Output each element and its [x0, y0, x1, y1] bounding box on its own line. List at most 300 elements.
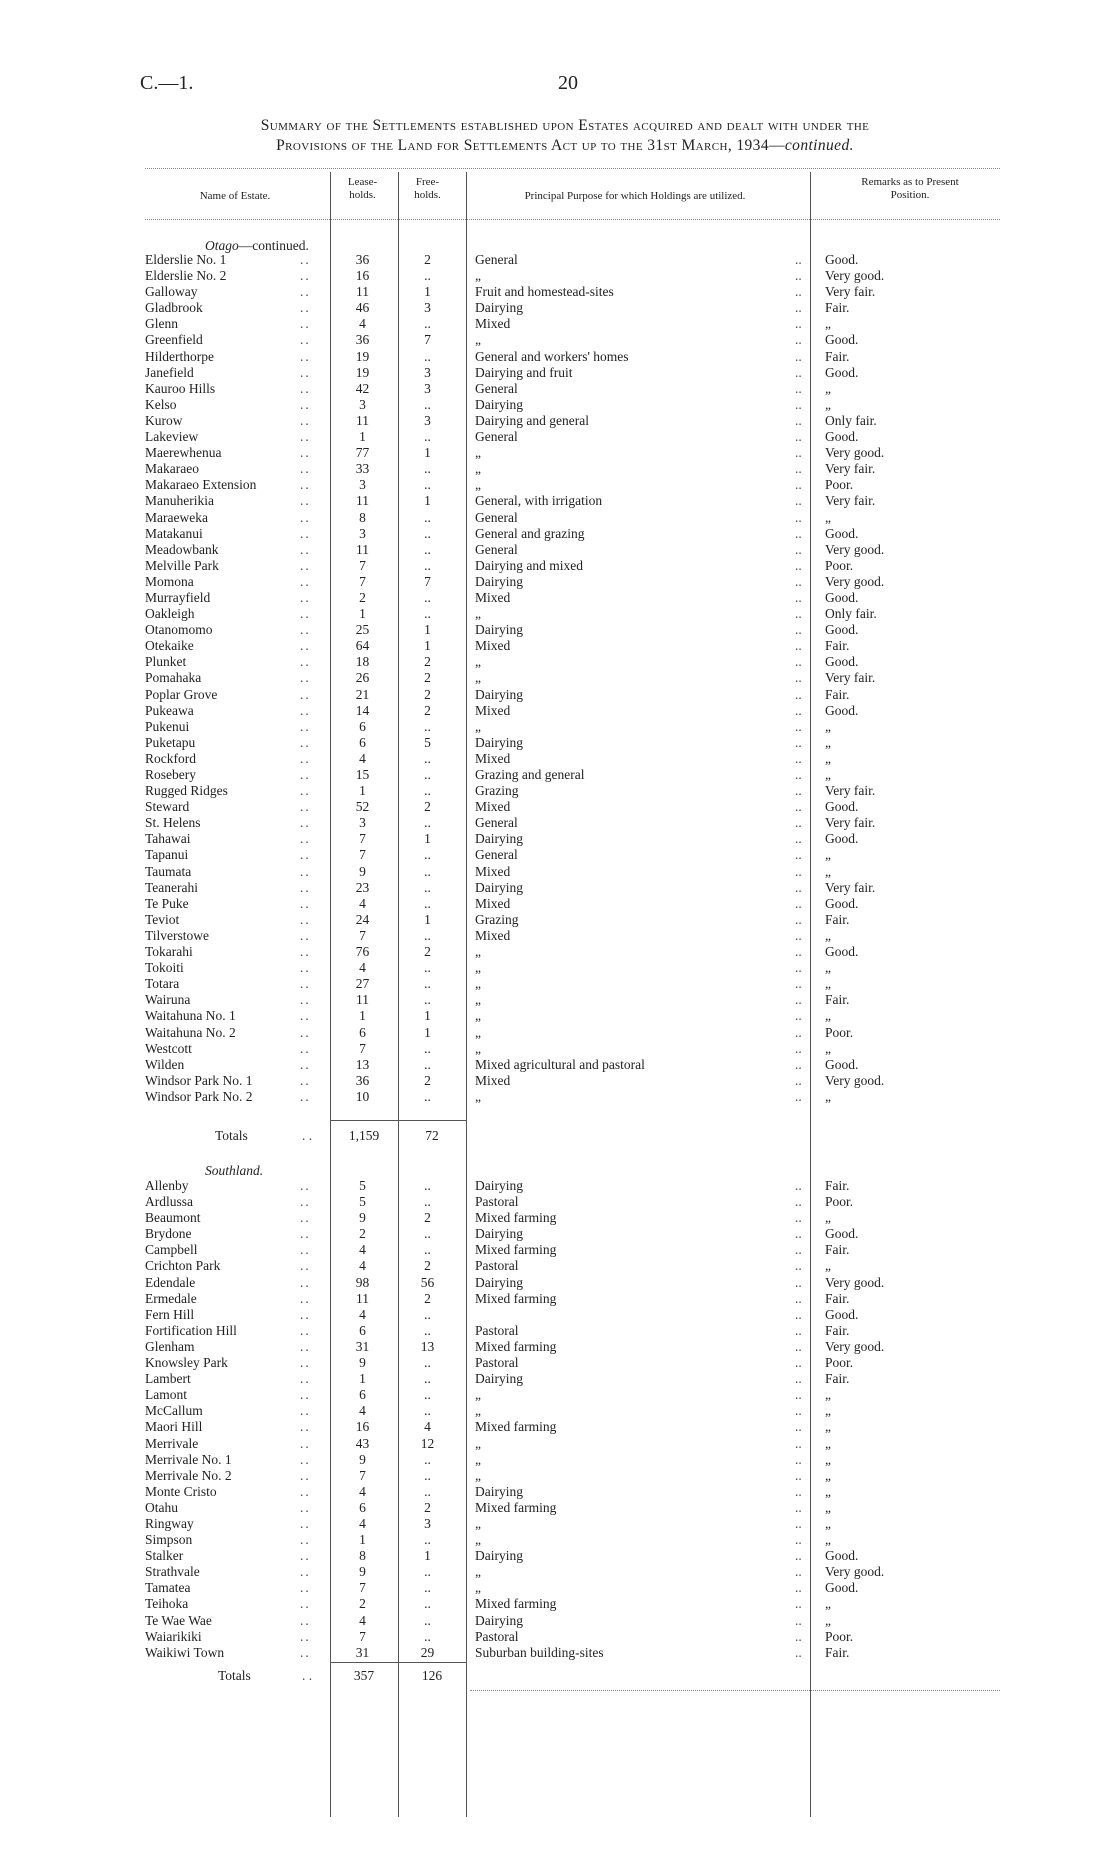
freeholds-value: 1: [424, 284, 431, 300]
southland-rows: [145, 1178, 1015, 1661]
leaseholds-value: 3: [359, 525, 366, 541]
freeholds-value: ..: [424, 509, 431, 525]
table-row: [145, 590, 1015, 606]
table-row: [145, 268, 1015, 284]
freeholds-value: 3: [424, 380, 431, 396]
estate-name: Te Wae Wae: [145, 1612, 212, 1628]
remarks-value: „: [825, 1088, 831, 1104]
table-row: [145, 574, 1015, 590]
freeholds-value: ..: [424, 815, 431, 831]
table-row: [145, 992, 1015, 1008]
purpose-value: General: [475, 380, 518, 396]
estate-name: Tilverstowe: [145, 927, 210, 943]
leader-dots: ..: [300, 1226, 311, 1242]
estate-name: Fern Hill: [145, 1306, 195, 1322]
leaseholds-value: 1: [359, 606, 366, 622]
leader-dots: ..: [795, 1403, 802, 1419]
freeholds-value: 1: [424, 622, 431, 638]
leader-dots: ..: [795, 412, 802, 428]
purpose-value: „: [475, 1008, 481, 1024]
freeholds-value: 2: [424, 1290, 431, 1306]
leader-dots: ..: [300, 750, 311, 766]
purpose-value: General: [475, 541, 518, 557]
estate-name: Brydone: [145, 1226, 192, 1242]
estate-name: Rosebery: [145, 767, 196, 782]
leader-dots: ..: [795, 1451, 802, 1467]
estate-name: Crichton Park: [145, 1258, 221, 1274]
leader-dots: ..: [795, 702, 802, 718]
purpose-value: „: [475, 718, 481, 734]
estate-name: Melville Park: [145, 557, 219, 573]
estate-name: Plunket: [145, 654, 187, 670]
leaseholds-value: 11: [356, 284, 369, 300]
table-row: [145, 1073, 1015, 1089]
table-row: [145, 1323, 1015, 1339]
leaseholds-value: 46: [355, 300, 370, 316]
remarks-value: „: [825, 1532, 831, 1548]
freeholds-value: ..: [424, 1387, 431, 1403]
estate-name: Tokarahi: [145, 944, 193, 960]
leader-dots: ..: [795, 976, 802, 992]
table-row: [145, 1532, 1015, 1548]
leader-dots: ..: [300, 284, 311, 300]
purpose-value: „: [475, 445, 481, 461]
leader-dots: ..: [300, 718, 311, 734]
leaseholds-value: 7: [359, 557, 366, 573]
leader-dots: ..: [300, 1242, 311, 1258]
table-row: [145, 1307, 1015, 1323]
freeholds-value: ..: [424, 718, 431, 734]
leader-dots: ..: [795, 1072, 802, 1088]
leaseholds-value: 21: [355, 686, 370, 702]
table-row: [145, 445, 1015, 461]
purpose-value: Dairying and mixed: [475, 557, 583, 573]
remarks-value: Good.: [825, 332, 859, 348]
estate-name: Merrivale No. 1: [145, 1451, 232, 1467]
leader-dots: ..: [795, 960, 802, 976]
leaseholds-value: 6: [359, 1024, 366, 1040]
purpose-value: Grazing and general: [475, 767, 585, 782]
estate-name: Gladbrook: [145, 300, 203, 316]
leader-dots: ..: [300, 1451, 311, 1467]
table-row: [145, 542, 1015, 558]
remarks-value: „: [825, 1008, 831, 1024]
leader-dots: ..: [300, 348, 311, 364]
estate-name: Maerewhenua: [145, 445, 222, 461]
remarks-value: „: [825, 1515, 831, 1531]
title-line-1: Summary of the Settlements established upon Estates acquired and dealt with under the: [260, 117, 870, 134]
leader-dots: ..: [300, 1355, 311, 1371]
leader-dots: ..: [795, 573, 802, 589]
leaseholds-value: 4: [359, 960, 366, 976]
table-row: [145, 1387, 1015, 1403]
estate-name: Waikiwi Town: [145, 1644, 225, 1660]
title-line-2: Provisions of the Land for Settlements Act up to the 31st March, 1934—continued.: [276, 137, 854, 154]
leader-dots: ..: [300, 1435, 311, 1451]
purpose-value: Dairying: [475, 1178, 523, 1193]
freeholds-value: 1: [424, 445, 431, 461]
otago-totals-label: Totals: [215, 1128, 248, 1143]
remarks-value: Good.: [825, 1306, 859, 1322]
freeholds-value: 3: [424, 412, 431, 428]
purpose-value: „: [475, 670, 481, 686]
leader-dots: ..: [795, 686, 802, 702]
purpose-value: Dairying and general: [475, 412, 589, 428]
table-row: [145, 1613, 1015, 1629]
leader-dots: ..: [795, 1580, 802, 1596]
estate-name: Allenby: [145, 1178, 189, 1193]
leaseholds-value: 9: [359, 1355, 366, 1371]
leaseholds-value: 10: [355, 1088, 370, 1104]
purpose-value: Dairying: [475, 1483, 523, 1499]
leader-dots: ..: [300, 1008, 311, 1024]
leader-dots: ..: [300, 815, 311, 831]
freeholds-value: ..: [424, 992, 431, 1008]
freeholds-value: 1: [424, 493, 431, 509]
leader-dots: ..: [300, 670, 311, 686]
estate-name: Puketapu: [145, 734, 196, 750]
estate-name: Simpson: [145, 1532, 193, 1548]
remarks-value: „: [825, 927, 831, 943]
estate-name: Tokoiti: [145, 960, 184, 976]
purpose-value: Pastoral: [475, 1258, 519, 1274]
remarks-value: Poor.: [825, 1024, 854, 1040]
freeholds-value: ..: [424, 847, 431, 863]
otago-totals-leaseholds: 1,159: [348, 1128, 380, 1143]
leaseholds-value: 9: [359, 863, 366, 879]
remarks-value: Good.: [825, 252, 859, 267]
leader-dots: ..: [795, 1355, 802, 1371]
remarks-value: Very good.: [825, 1274, 885, 1290]
estate-name: Windsor Park No. 1: [145, 1072, 253, 1088]
freeholds-value: 29: [420, 1644, 435, 1660]
table-row: [145, 847, 1015, 863]
table-row: [145, 1403, 1015, 1419]
leaseholds-value: 26: [355, 670, 370, 686]
leaseholds-value: 64: [355, 638, 370, 654]
leader-dots: ..: [795, 1056, 802, 1072]
leaseholds-value: 42: [355, 380, 370, 396]
freeholds-value: 1: [424, 1024, 431, 1040]
freeholds-value: ..: [424, 1580, 431, 1596]
purpose-value: „: [475, 1467, 481, 1483]
leader-dots: ..: [795, 750, 802, 766]
header-bottom-rule: [145, 219, 1000, 220]
purpose-value: Dairying: [475, 1548, 523, 1564]
table-row: [145, 526, 1015, 542]
table-row: [145, 1226, 1015, 1242]
leaseholds-value: 77: [355, 445, 370, 461]
leader-dots: ..: [300, 1564, 311, 1580]
purpose-value: „: [475, 1024, 481, 1040]
leaseholds-value: 7: [359, 847, 366, 863]
estate-name: Pukeawa: [145, 702, 194, 718]
purpose-value: „: [475, 976, 481, 992]
leader-dots: ..: [795, 364, 802, 380]
leader-dots: ..: [795, 429, 802, 445]
leader-dots: ..: [300, 702, 311, 718]
leader-dots: ..: [795, 1306, 802, 1322]
leader-dots: ..: [300, 1499, 311, 1515]
estate-name: Westcott: [145, 1040, 192, 1056]
freeholds-value: ..: [424, 461, 431, 477]
otago-totals-rule: [330, 1120, 466, 1121]
table-row: [145, 638, 1015, 654]
leader-dots: ..: [795, 1210, 802, 1226]
estate-name: Strathvale: [145, 1564, 200, 1580]
freeholds-value: ..: [424, 429, 431, 445]
leader-dots: ..: [795, 284, 802, 300]
estate-name: Tapanui: [145, 847, 189, 863]
purpose-value: Mixed: [475, 863, 511, 879]
leader-dots: ..: [795, 718, 802, 734]
leaseholds-value: 18: [355, 654, 370, 670]
freeholds-value: ..: [424, 1194, 431, 1210]
leader-dots: ..: [300, 1210, 311, 1226]
leaseholds-value: 43: [355, 1435, 370, 1451]
estate-name: Elderslie No. 2: [145, 268, 227, 284]
table-row: [145, 880, 1015, 896]
table-row: [145, 735, 1015, 751]
purpose-value: Pastoral: [475, 1322, 519, 1338]
remarks-value: Fair.: [825, 992, 850, 1008]
purpose-value: „: [475, 1532, 481, 1548]
estate-name: Manuherikia: [145, 493, 214, 509]
leader-dots: ..: [300, 831, 311, 847]
table-row: [145, 1484, 1015, 1500]
estate-name: Waitahuna No. 2: [145, 1024, 236, 1040]
leaseholds-value: 5: [359, 1178, 366, 1193]
purpose-value: Mixed farming: [475, 1499, 557, 1515]
leaseholds-value: 27: [355, 976, 370, 992]
table-row: [145, 1629, 1015, 1645]
remarks-value: „: [825, 380, 831, 396]
leaseholds-value: 3: [359, 396, 366, 412]
leader-dots: ..: [795, 734, 802, 750]
leader-dots: ..: [300, 895, 311, 911]
section-heading-otago: Otago—continued.: [205, 238, 309, 253]
freeholds-value: ..: [424, 1467, 431, 1483]
freeholds-value: ..: [424, 1564, 431, 1580]
leader-dots: ..: [795, 461, 802, 477]
leader-dots: ..: [795, 1088, 802, 1104]
remarks-value: „: [825, 1040, 831, 1056]
leaseholds-value: 3: [359, 815, 366, 831]
purpose-value: „: [475, 1435, 481, 1451]
leaseholds-value: 8: [359, 1548, 366, 1564]
table-row: [145, 397, 1015, 413]
estate-name: Otahu: [145, 1499, 178, 1515]
leader-dots: ..: [795, 396, 802, 412]
leader-dots: ..: [300, 1387, 311, 1403]
leaseholds-value: 11: [356, 1290, 369, 1306]
remarks-value: „: [825, 1483, 831, 1499]
purpose-value: General: [475, 509, 518, 525]
purpose-value: Mixed: [475, 589, 511, 605]
remarks-value: „: [825, 1467, 831, 1483]
remarks-value: Very good.: [825, 1338, 885, 1354]
leader-dots: ..: [300, 364, 311, 380]
table-row: [145, 477, 1015, 493]
leader-dots: ..: [795, 606, 802, 622]
leaseholds-value: 6: [359, 734, 366, 750]
estate-name: Lambert: [145, 1371, 191, 1387]
estate-name: Teanerahi: [145, 879, 199, 895]
purpose-value: „: [475, 268, 481, 284]
freeholds-value: ..: [424, 1178, 431, 1193]
table-row: [145, 1468, 1015, 1484]
estate-name: Maori Hill: [145, 1419, 203, 1435]
estate-name: Galloway: [145, 284, 198, 300]
leader-dots: ..: [795, 557, 802, 573]
remarks-value: „: [825, 1387, 831, 1403]
leader-dots: ..: [300, 316, 311, 332]
freeholds-value: 3: [424, 1515, 431, 1531]
leader-dots: ..: [795, 831, 802, 847]
leaseholds-value: 9: [359, 1210, 366, 1226]
estate-name: Matakanui: [145, 525, 203, 541]
purpose-value: General: [475, 252, 518, 267]
table-row: [145, 719, 1015, 735]
purpose-value: Dairying and fruit: [475, 364, 573, 380]
estate-name: Waiarikiki: [145, 1628, 202, 1644]
remarks-value: „: [825, 1419, 831, 1435]
estate-name: Otekaike: [145, 638, 194, 654]
remarks-value: „: [825, 1596, 831, 1612]
leaseholds-value: 11: [356, 493, 369, 509]
purpose-value: Dairying: [475, 1226, 523, 1242]
leader-dots: ..: [300, 268, 311, 284]
estate-name: Stalker: [145, 1548, 184, 1564]
remarks-value: „: [825, 1435, 831, 1451]
col-header-name: Name of Estate.: [199, 190, 271, 202]
leader-dots: ..: [300, 1371, 311, 1387]
freeholds-value: ..: [424, 316, 431, 332]
table-row: [145, 300, 1015, 316]
remarks-value: Fair.: [825, 1322, 850, 1338]
leader-dots: ..: [300, 1194, 311, 1210]
leader-dots: ..: [300, 396, 311, 412]
estate-name: Kurow: [145, 412, 183, 428]
remarks-value: „: [825, 863, 831, 879]
leader-dots: ..: [795, 1008, 802, 1024]
leader-dots: ..: [795, 525, 802, 541]
leaseholds-value: 31: [355, 1338, 370, 1354]
bottom-rule: [470, 1690, 1000, 1691]
leader-dots: ..: [300, 1072, 311, 1088]
table-row: [145, 976, 1015, 992]
remarks-value: „: [825, 734, 831, 750]
leader-dots: ..: [795, 944, 802, 960]
purpose-value: Dairying: [475, 831, 523, 847]
purpose-value: Mixed farming: [475, 1242, 557, 1258]
estate-name: Waitahuna No. 1: [145, 1008, 236, 1024]
freeholds-value: 5: [424, 734, 431, 750]
purpose-value: General, with irrigation: [475, 493, 603, 509]
freeholds-value: 7: [424, 332, 431, 348]
leader-dots: ..: [300, 1532, 311, 1548]
leader-dots: ..: [300, 380, 311, 396]
leader-dots: ..: [795, 622, 802, 638]
freeholds-value: ..: [424, 1306, 431, 1322]
leaseholds-value: 24: [355, 911, 370, 927]
leader-dots: ..: [795, 879, 802, 895]
leader-dots: ..: [795, 1178, 802, 1193]
purpose-value: Mixed: [475, 895, 511, 911]
freeholds-value: ..: [424, 525, 431, 541]
freeholds-value: ..: [424, 477, 431, 493]
freeholds-value: ..: [424, 1226, 431, 1242]
purpose-value: Mixed: [475, 316, 511, 332]
purpose-value: Mixed farming: [475, 1290, 557, 1306]
remarks-value: Fair.: [825, 1644, 850, 1660]
leader-dots: ..: [300, 1322, 311, 1338]
purpose-value: Mixed: [475, 927, 511, 943]
leader-dots: ..: [300, 1515, 311, 1531]
leader-dots: ..: [795, 911, 802, 927]
freeholds-value: 2: [424, 799, 431, 815]
purpose-value: Mixed: [475, 1072, 511, 1088]
leader-dots: ..: [300, 606, 311, 622]
table-row: [145, 703, 1015, 719]
estate-name: Windsor Park No. 2: [145, 1088, 253, 1104]
leader-dots: ..: [795, 1274, 802, 1290]
remarks-value: Good.: [825, 589, 859, 605]
leader-dots: ..: [795, 1532, 802, 1548]
freeholds-value: ..: [424, 1355, 431, 1371]
leaseholds-value: 9: [359, 1564, 366, 1580]
leader-dots: ..: [795, 1322, 802, 1338]
purpose-value: Dairying: [475, 300, 523, 316]
freeholds-value: ..: [424, 557, 431, 573]
table-row: [145, 1516, 1015, 1532]
estate-name: Makaraeo Extension: [145, 477, 257, 493]
remarks-value: Fair.: [825, 1290, 850, 1306]
freeholds-value: ..: [424, 895, 431, 911]
estate-name: Pukenui: [145, 718, 190, 734]
remarks-value: Very good.: [825, 1564, 885, 1580]
section-heading-southland: Southland.: [205, 1163, 264, 1178]
purpose-value: „: [475, 944, 481, 960]
leaseholds-value: 15: [355, 767, 370, 782]
freeholds-value: ..: [424, 1483, 431, 1499]
estate-name: St. Helens: [145, 815, 201, 831]
purpose-value: Dairying: [475, 573, 523, 589]
freeholds-value: 3: [424, 300, 431, 316]
remarks-value: Good.: [825, 654, 859, 670]
leader-dots: ..: [795, 1467, 802, 1483]
leaseholds-value: 23: [355, 879, 370, 895]
remarks-value: „: [825, 396, 831, 412]
leaseholds-value: 4: [359, 1612, 366, 1628]
otago-rows: [145, 252, 1015, 1105]
col-header-leaseholds: Lease- holds.: [347, 176, 378, 201]
leaseholds-value: 11: [356, 992, 369, 1008]
table-row: [145, 896, 1015, 912]
leaseholds-value: 13: [355, 1056, 370, 1072]
purpose-value: Dairying: [475, 879, 523, 895]
table-row: [145, 1355, 1015, 1371]
remarks-value: Fair.: [825, 686, 850, 702]
leader-dots: ..: [795, 1612, 802, 1628]
leader-dots: ..: [300, 1306, 311, 1322]
leader-dots: ..: [300, 1419, 311, 1435]
leader-dots: ..: [795, 445, 802, 461]
otago-totals-leader: . .: [302, 1128, 313, 1143]
remarks-value: „: [825, 1612, 831, 1628]
freeholds-value: ..: [424, 1596, 431, 1612]
leaseholds-value: 16: [355, 268, 370, 284]
